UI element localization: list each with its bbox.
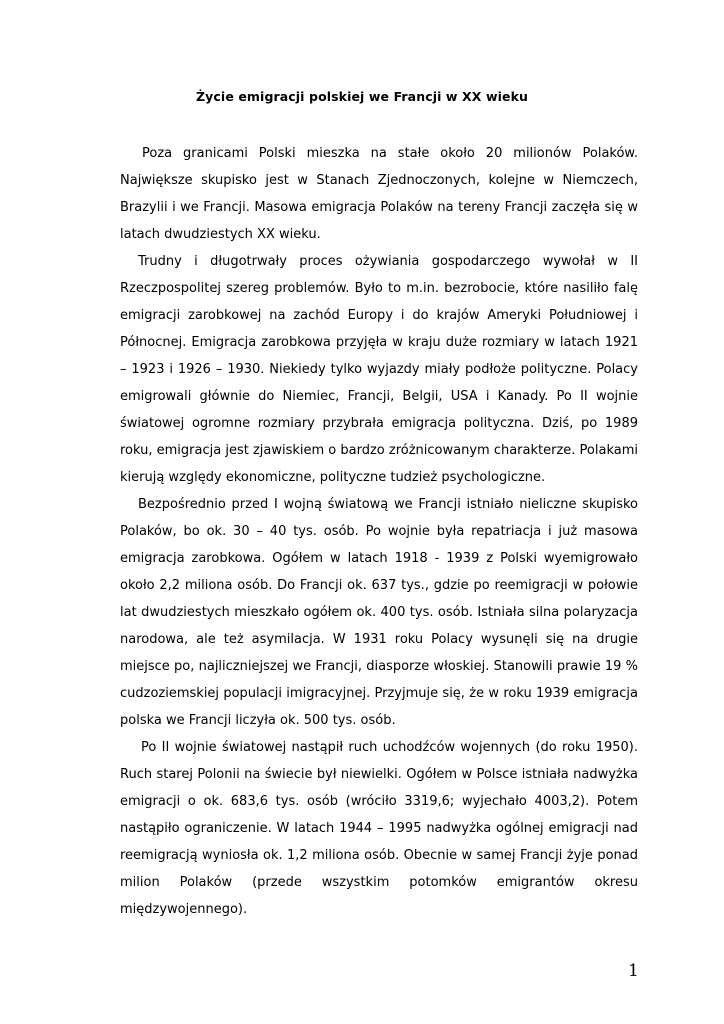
document-title: Życie emigracji polskiej we Francji w XX wieku	[196, 89, 528, 104]
paragraph-4: Po II wojnie światowej nastąpił ruch uchodźców wojennych (do roku 1950). Ruch starej Polonii na świecie był niewielki. Ogółem w Polsce istniała nadwyżka emigracji o ok. 683,6 tys. osób (wróciło 3319,6; wyjechało 4003,2). Potem nastąpiło ograniczenie. W latach 1944 – 1995 nadwyżka ogólnej emigracji nad reemigracją wyniosła ok. 1,2 miliona osób. Obecnie w samej Francji żyje ponad milion Polaków (przede wszystkim potomków emigrantów okresu międzywojennego).	[120, 740, 638, 917]
paragraph-3: Bezpośrednio przed I wojną światową we Francji istniało nieliczne skupisko Polaków, bo ok. 30 – 40 tys. osób. Po wojnie była repatriacja i już masowa emigracja zarobkowa. Ogółem w latach 1918 - 1939 z Polski wyemigrowało około 2,2 miliona osób. Do Francji ok. 637 tys., gdzie po reemigracji w połowie lat dwudziestych mieszkało ogółem ok. 400 tys. osób. Istniała silna polaryzacja narodowa, ale też asymilacja. W 1931 roku Polacy wysunęli się na drugie miejsce po, najliczniejszej we Francji, diasporze włoskiej. Stanowili prawie 19 % cudzoziemskiej populacji imigracyjnej. Przyjmuje się, że w roku 1939 emigracja polska we Francji liczyła ok. 500 tys. osób.	[120, 497, 638, 728]
page-number: 1	[628, 961, 639, 981]
document-body	[120, 140, 638, 923]
paragraph-1: Poza granicami Polski mieszka na stałe około 20 milionów Polaków. Największe skupisko jest w Stanach Zjednoczonych, kolejne w Niemczech, Brazylii i we Francji. Masowa emigracja Polaków na tereny Francji zaczęła się w latach dwudziestych XX wieku.	[120, 146, 638, 242]
paragraph-2: Trudny i długotrwały proces ożywiania gospodarczego wywołał w II Rzeczpospolitej szereg problemów. Było to m.in. bezrobocie, które nasiliło falę emigracji zarobkowej na zachód Europy i do krajów Ameryki Południowej i Północnej. Emigracja zarobkowa przyjęła w kraju duże rozmiary w latach 1921 – 1923 i 1926 – 1930. Niekiedy tylko wyjazdy miały podłoże polityczne. Polacy emigrowali głównie do Niemiec, Francji, Belgii, USA i Kanady. Po II wojnie światowej ogromne rozmiary przybrała emigracja polityczna. Dziś, po 1989 roku, emigracja jest zjawiskiem o bardzo zróżnicowanym charakterze. Polakami kierują względy ekonomiczne, polityczne tudzież psychologiczne.	[120, 254, 638, 485]
